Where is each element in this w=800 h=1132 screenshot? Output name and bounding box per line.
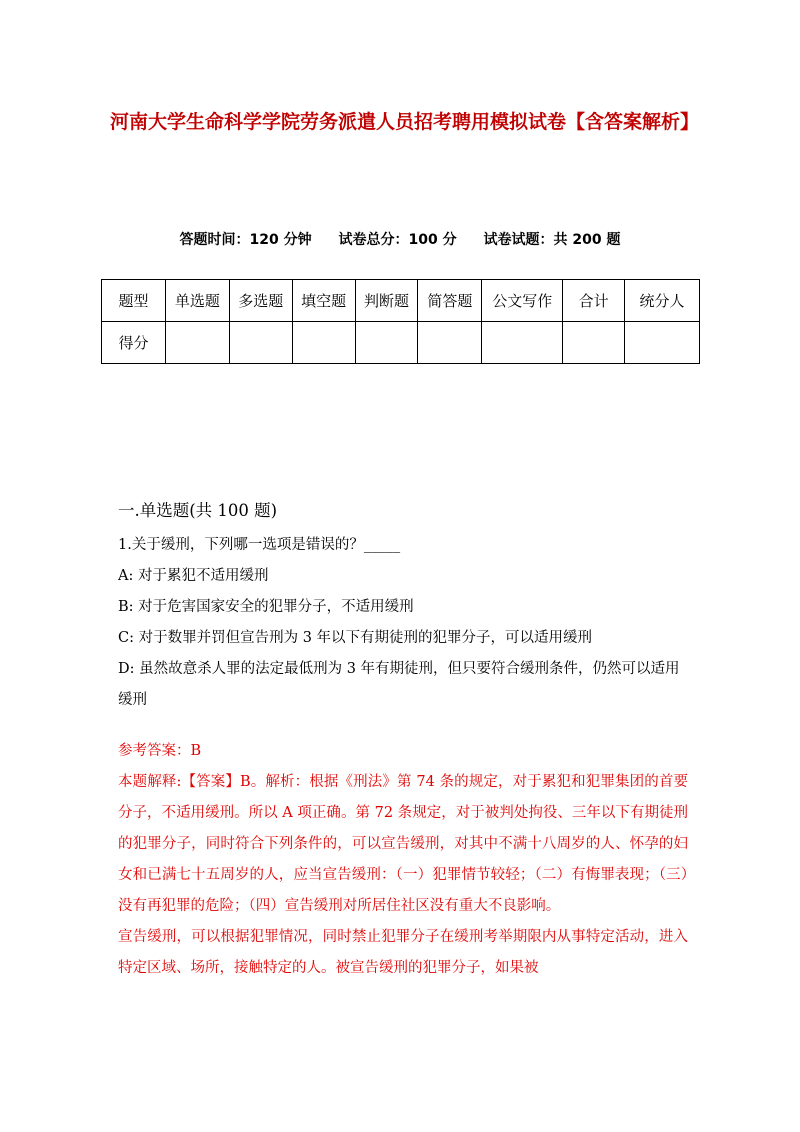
score-cell: [563, 322, 625, 364]
score-table-header-cell: 单选题: [165, 280, 229, 322]
score-table-header-cell: 判断题: [355, 280, 418, 322]
score-table: [101, 279, 700, 364]
score-table-header-cell: 多选题: [229, 280, 292, 322]
score-row-label: 得分: [102, 322, 166, 364]
question-stem: 1.关于缓刑，下列哪一选项是错误的？_____: [118, 537, 401, 553]
score-table-score-row: [102, 322, 700, 364]
score-table-header-cell: 公文写作: [482, 280, 563, 322]
question-content: [118, 496, 688, 984]
score-table-header-row: [102, 280, 700, 322]
score-cell: [292, 322, 355, 364]
score-table-header-cell: 填空题: [292, 280, 355, 322]
answer-explanation: 本题解释:【答案】B。解析：根据《刑法》第 74 条的规定，对于累犯和犯罪集团的首要分子，不适用缓刑。所以 A 项正确。第 72 条规定，对于被判处拘役、三年以下有期徒刑的犯罪分子，同时符合下列条件的，可以宣告缓刑，对其中不满十八周岁的人、怀孕的妇女和已满七十五周岁的人，应当宣告缓刑：（一）犯罪情节较轻；（二）有悔罪表现；（三）没有再犯罪的危险；（四）宣告缓刑对所居住社区没有重大不良影响。: [118, 774, 688, 914]
score-cell: [418, 322, 482, 364]
option-b: B: 对于危害国家安全的犯罪分子，不适用缓刑: [118, 599, 414, 615]
option-c: C: 对于数罪并罚但宣告刑为 3 年以下有期徒刑的犯罪分子，可以适用缓刑: [118, 630, 593, 646]
score-table-header-cell: 题型: [102, 280, 166, 322]
score-table-header-cell: 统分人: [625, 280, 700, 322]
reference-answer: 参考答案：B: [118, 743, 202, 759]
answer-explanation-continued: 宣告缓刑，可以根据犯罪情况，同时禁止犯罪分子在缓刑考举期限内从事特定活动，进入特定区域、场所，接触特定的人。被宣告缓刑的犯罪分子，如果被: [118, 929, 688, 976]
score-cell: [165, 322, 229, 364]
section-title: 一.单选题(共 100 题): [118, 501, 278, 520]
option-a: A: 对于累犯不适用缓刑: [118, 568, 269, 584]
exam-time: 答题时间：120 分钟: [179, 232, 312, 248]
score-cell: [482, 322, 563, 364]
score-cell: [229, 322, 292, 364]
option-d: D: 虽然故意杀人罪的法定最低刑为 3 年有期徒刑，但只要符合缓刑条件，仍然可以适用缓刑: [118, 661, 680, 708]
exam-question-count: 试卷试题：共 200 题: [483, 232, 621, 248]
score-cell: [355, 322, 418, 364]
exam-title: 河南大学生命科学学院劳务派遣人员招考聘用模拟试卷【含答案解析】: [110, 111, 700, 133]
exam-total-score: 试卷总分：100 分: [338, 232, 457, 248]
score-table-header-cell: 简答题: [418, 280, 482, 322]
score-table-header-cell: 合计: [563, 280, 625, 322]
exam-info: [0, 229, 800, 249]
score-cell: [625, 322, 700, 364]
